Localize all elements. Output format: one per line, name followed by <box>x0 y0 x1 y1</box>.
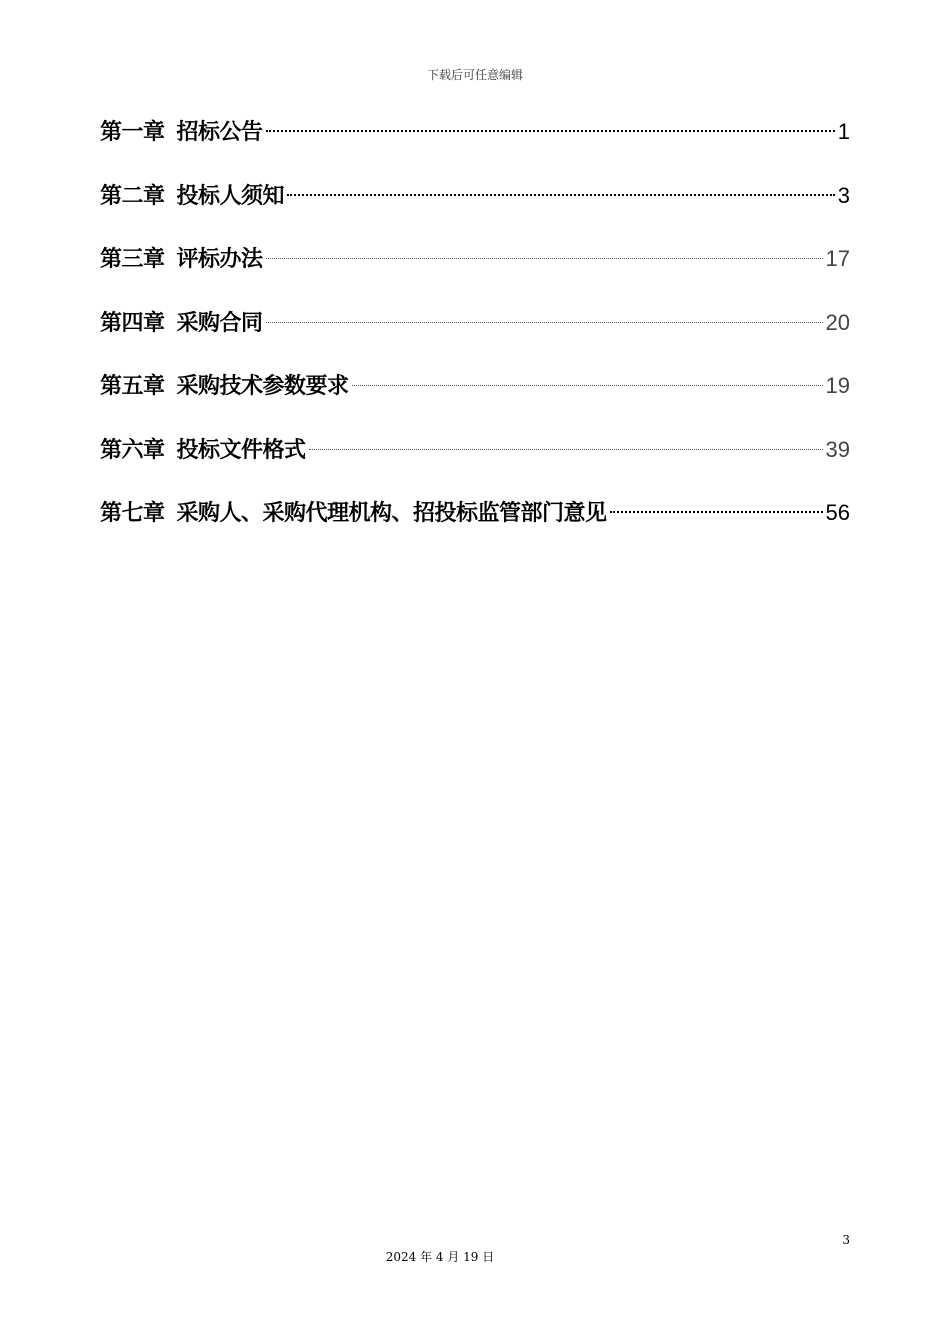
toc-title: 采购合同 <box>176 310 263 336</box>
toc-dot-leader <box>266 130 835 132</box>
toc-chapter-label: 第三章 <box>100 247 165 272</box>
toc-chapter-label: 第一章 <box>100 120 165 145</box>
toc-entry-4[interactable] <box>100 301 850 365</box>
toc-entry-1[interactable] <box>100 110 850 174</box>
toc-dot-leader <box>309 449 823 450</box>
toc-dot-leader <box>287 194 835 196</box>
toc-chapter-label: 第七章 <box>100 501 165 526</box>
toc-title: 投标人须知 <box>176 183 285 209</box>
toc-title: 采购人、采购代理机构、招投标监管部门意见 <box>176 501 607 526</box>
toc-page-number: 20 <box>825 309 850 335</box>
toc-chapter-label: 第六章 <box>100 437 165 463</box>
table-of-contents <box>100 110 850 555</box>
page-number: 3 <box>842 1233 850 1247</box>
toc-title: 招标公告 <box>176 120 263 145</box>
header-note: 下载后可任意编辑 <box>426 68 523 82</box>
toc-chapter-label: 第二章 <box>100 183 165 209</box>
toc-dot-leader <box>266 258 823 259</box>
toc-page-number: 56 <box>825 500 850 525</box>
toc-entry-3[interactable] <box>100 237 850 301</box>
toc-entry-5[interactable] <box>100 364 850 428</box>
toc-page-number: 1 <box>837 119 850 144</box>
toc-dot-leader <box>266 322 823 323</box>
toc-dot-leader <box>610 511 823 513</box>
toc-entry-6[interactable] <box>100 428 850 492</box>
toc-page-number: 17 <box>825 246 850 271</box>
toc-entry-2[interactable] <box>100 174 850 238</box>
toc-title: 采购技术参数要求 <box>176 374 349 399</box>
toc-dot-leader <box>352 385 823 386</box>
toc-chapter-label: 第四章 <box>100 310 165 336</box>
footer-date: 2024 年 4 月 19 日 <box>385 1250 495 1264</box>
toc-title: 投标文件格式 <box>176 437 306 463</box>
toc-page-number: 3 <box>837 182 850 208</box>
toc-page-number: 39 <box>825 436 850 462</box>
toc-entry-7[interactable] <box>100 491 850 555</box>
toc-title: 评标办法 <box>176 247 263 272</box>
toc-page-number: 19 <box>825 373 850 398</box>
toc-chapter-label: 第五章 <box>100 374 165 399</box>
